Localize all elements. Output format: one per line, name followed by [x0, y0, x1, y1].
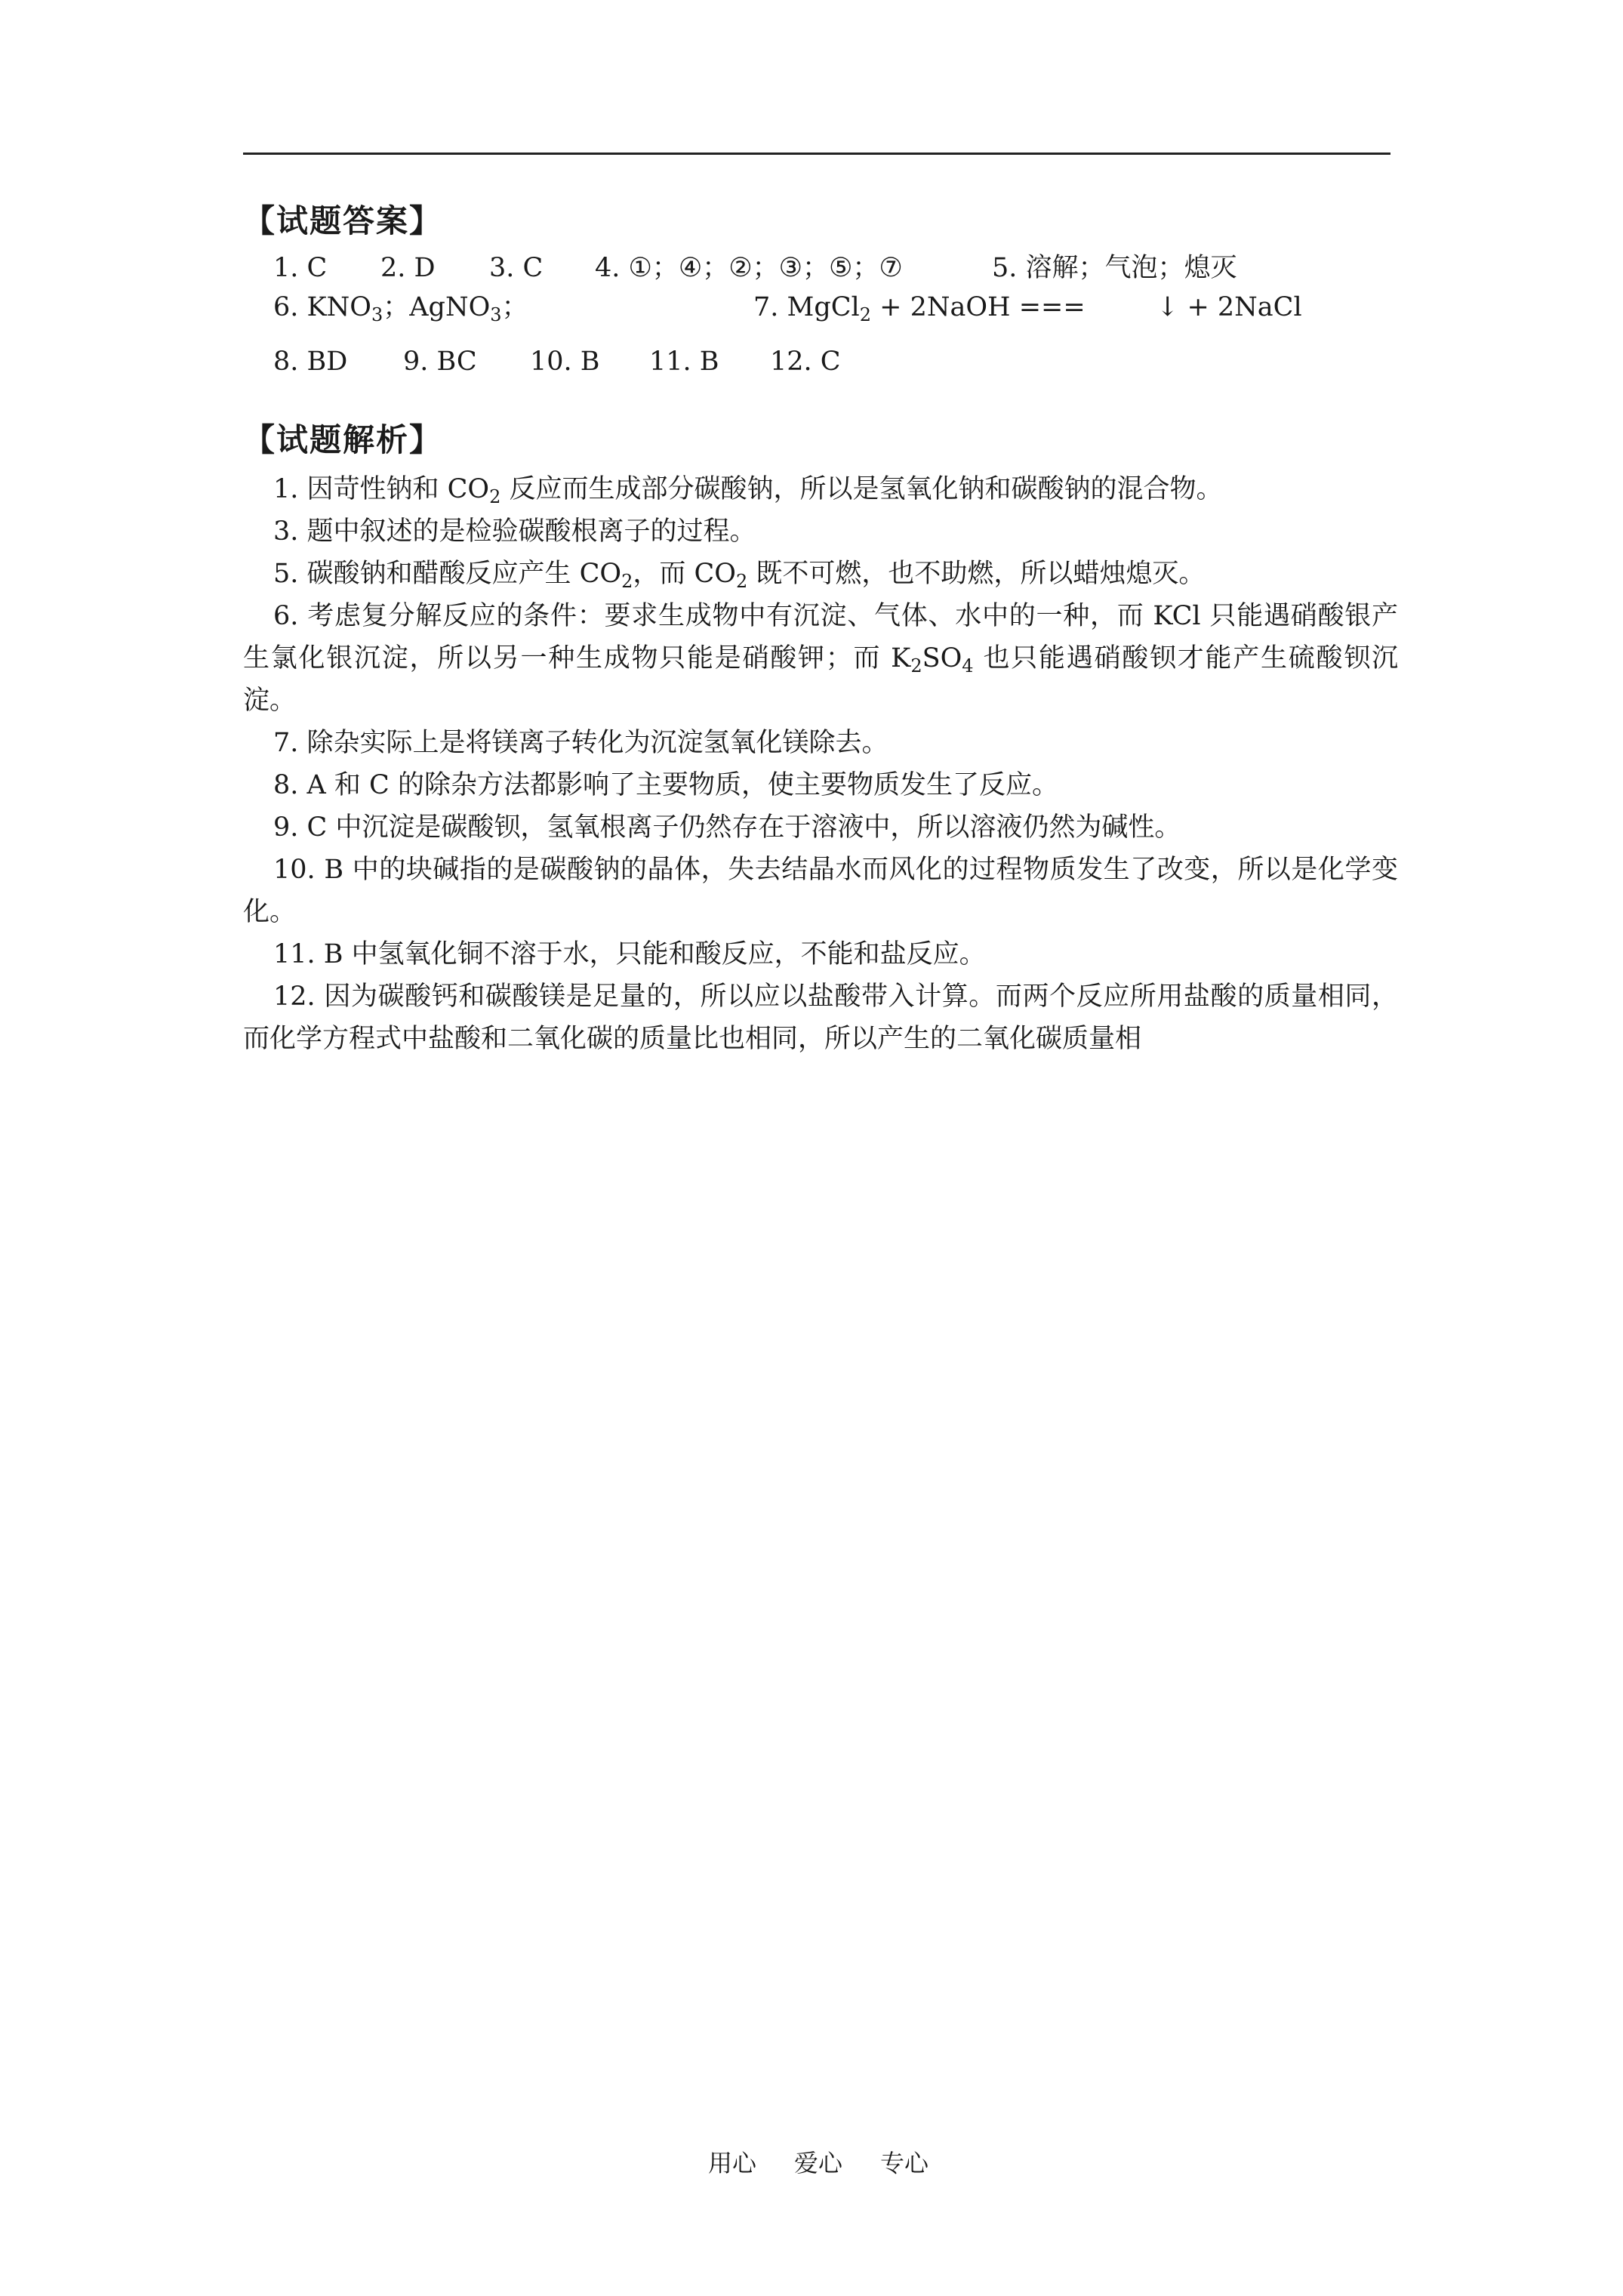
- answer-10: 10. B: [530, 347, 600, 377]
- answer-12: 12. C: [770, 347, 841, 377]
- analysis-item-12: 12. 因为碳酸钙和碳酸镁是足量的，所以应以盐酸带入计算。而两个反应所用盐酸的质量相同，而化学方程式中盐酸和二氧化碳的质量比也相同，所以产生的二氧化碳质量相: [243, 982, 1398, 1054]
- answer-8: 8. BD: [273, 347, 348, 377]
- analysis-heading: 【试题解析】: [243, 421, 443, 458]
- analysis-item-9: 9. C 中沉淀是碳酸钡，氢氧根离子仍然存在于溶液中，所以溶液仍然为碱性。: [273, 812, 1181, 843]
- analysis-item-3: 3. 题中叙述的是检验碳酸根离子的过程。: [273, 516, 756, 547]
- answer-7: 7. MgCl$_2$ + 2NaOH ===: [753, 292, 1086, 325]
- footer-text-1: 用心: [708, 2149, 757, 2177]
- answer-9: 9. BC: [403, 347, 477, 377]
- answer-1: 1. C: [273, 253, 328, 283]
- answer-7-product: ↓ + 2NaCl: [1156, 292, 1302, 322]
- analysis-item-8: 8. A 和 C 的除杂方法都影响了主要物质，使主要物质发生了反应。: [273, 770, 1058, 800]
- analysis-item-5: 5. 碳酸钠和醋酸反应产生 $CO_2$，而 $CO_2$ 既不可燃，也不助燃，所以蜡烛熄灭。: [273, 559, 1206, 592]
- analysis-item-6: 6. 考虑复分解反应的条件：要求生成物中有沉淀、气体、水中的一种，而 KCl 只能遇硝酸银产生氯化银沉淀，所以另一种生成物只能是硝酸钾；而 $K_2SO_4$ 也只能遇硝酸钡才能产生硫酸钡沉淀。: [243, 601, 1398, 716]
- analysis-item-10: 10. B 中的块碱指的是碳酸钠的晶体，失去结晶水而风化的过程物质发生了改变，所以是化学变化。: [243, 855, 1398, 927]
- analysis-item-1: 1. 因苛性钠和 $CO_2$ 反应而生成部分碳酸钠，所以是氢氧化钠和碳酸钠的混合物。: [273, 474, 1223, 507]
- answers-heading: 【试题答案】: [243, 202, 443, 239]
- answer-5: 5. 溶解；气泡；熄灭: [992, 253, 1237, 283]
- header-rule: [243, 153, 1390, 155]
- answer-6: 6. $KNO_3$；AgNO$_3$；: [273, 292, 528, 325]
- answer-2: 2. D: [380, 253, 436, 283]
- answer-11: 11. B: [649, 347, 719, 377]
- analysis-item-7: 7. 除杂实际上是将镁离子转化为沉淀氢氧化镁除去。: [273, 728, 888, 758]
- footer-text-3: 专心: [880, 2149, 929, 2177]
- footer-text-2: 爱心: [794, 2149, 843, 2177]
- answer-3: 3. C: [489, 253, 544, 283]
- answer-4: 4. ①；④；②；③；⑤；⑦: [595, 253, 903, 283]
- analysis-item-11: 11. B 中氢氧化铜不溶于水，只能和酸反应，不能和盐反应。: [273, 939, 986, 969]
